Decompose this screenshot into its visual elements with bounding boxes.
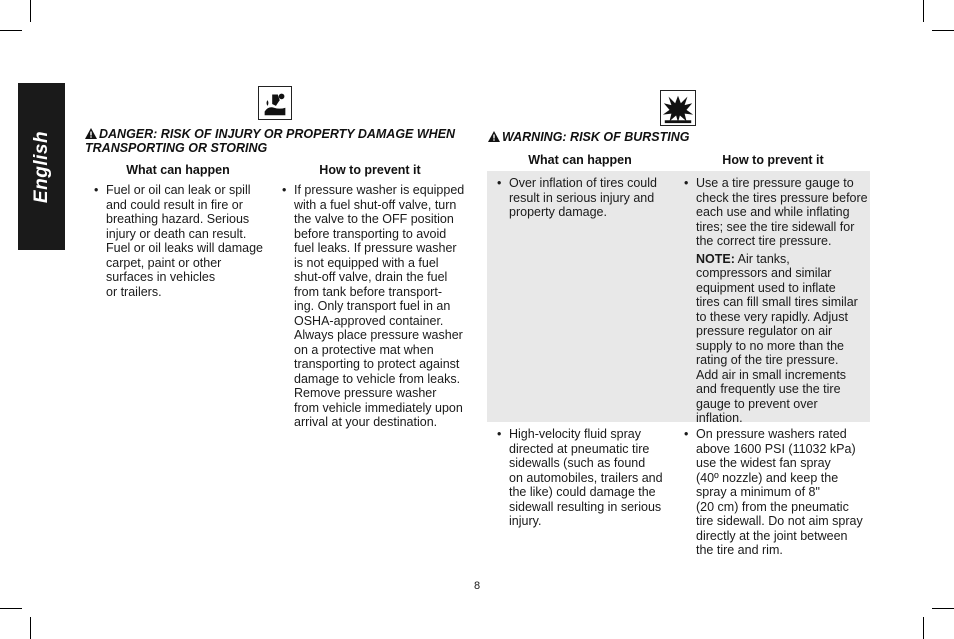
- warning-row1-what-item: • Over inflation of tires could result in serious injury and property damage.: [497, 176, 657, 219]
- crop-mark: [30, 0, 31, 22]
- warning-title: [488, 130, 868, 144]
- bullet-icon: •: [497, 176, 502, 190]
- bullet-icon: •: [282, 183, 287, 197]
- danger-how-item: • If pressure washer is equipped with a fuel shut-off valve, turn the valve to the OFF position before transporting to avoid fuel leaks. If pressure washer is not equipped with a fuel shut-off valve, drain the fuel from tank before transport- ing. Only transport fuel in an OSHA-approved container. Always place pressure washer on a protective mat when transporting to protect against damage to vehicle from leaks. Remove pressure washer from vehicle immediately upon arrival at your destination.: [282, 183, 465, 429]
- crop-mark: [0, 608, 22, 609]
- crop-mark: [923, 0, 924, 22]
- crop-mark: [932, 608, 954, 609]
- bullet-icon: •: [497, 427, 502, 441]
- fuel-spill-icon: [258, 86, 292, 120]
- warning-row2-what-item: • High-velocity fluid spray directed at pneumatic tire sidewalls (such as found on automobiles, trailers and the like) could damage the sidewall resulting in serious injury.: [497, 427, 663, 528]
- warning-col-how: How to prevent it: [722, 153, 824, 167]
- crop-mark: [0, 30, 22, 31]
- danger-title: [85, 127, 475, 155]
- danger-col-how: How to prevent it: [319, 163, 421, 177]
- note-label: NOTE:: [696, 251, 735, 266]
- warning-row2-how-item: • On pressure washers rated above 1600 PSI (11032 kPa) use the widest fan spray (40º nozzle) and keep the spray a minimum of 8" (20 cm) from the pneumatic tire sidewall. Do not aim spray directly at the joint between the tire and rim.: [684, 427, 863, 557]
- bullet-icon: •: [684, 176, 689, 190]
- language-label: English: [30, 130, 52, 203]
- language-tab: [18, 83, 65, 250]
- danger-col-what: What can happen: [126, 163, 230, 177]
- crop-mark: [30, 617, 31, 639]
- warning-row1-how-item: • Use a tire pressure gauge to check the tires pressure before each use and while inflating tires; see the tire sidewall for the correct tire pressure. NOTE: Air tanks, compressors and similar equipment used to inflate tires can fill small tires similar to these very rapidly. Adjust pressure regulator on air supply to no more than the rating of the tire pressure. Add air in small increments and frequently use the tire gauge to prevent over inflation.: [684, 176, 868, 425]
- bullet-icon: •: [94, 183, 99, 197]
- crop-mark: [932, 30, 954, 31]
- warning-triangle-icon: [85, 128, 97, 139]
- danger-title-line1: DANGER: RISK OF INJURY OR PROPERTY DAMAGE WHEN: [99, 127, 456, 141]
- bullet-icon: •: [684, 427, 689, 441]
- warning-title-text: WARNING: RISK OF BURSTING: [502, 130, 690, 144]
- page-number: 8: [473, 580, 481, 592]
- warning-col-what: What can happen: [528, 153, 632, 167]
- danger-title-line2: TRANSPORTING OR STORING: [85, 141, 268, 155]
- danger-what-item: • Fuel or oil can leak or spill and could result in fire or breathing hazard. Serious injury or death can result. Fuel or oil leaks will damage carpet, paint or other surfaces in vehicles or trailers.: [94, 183, 264, 299]
- warning-triangle-icon: [488, 131, 500, 142]
- crop-mark: [923, 617, 924, 639]
- burst-icon: [660, 90, 696, 126]
